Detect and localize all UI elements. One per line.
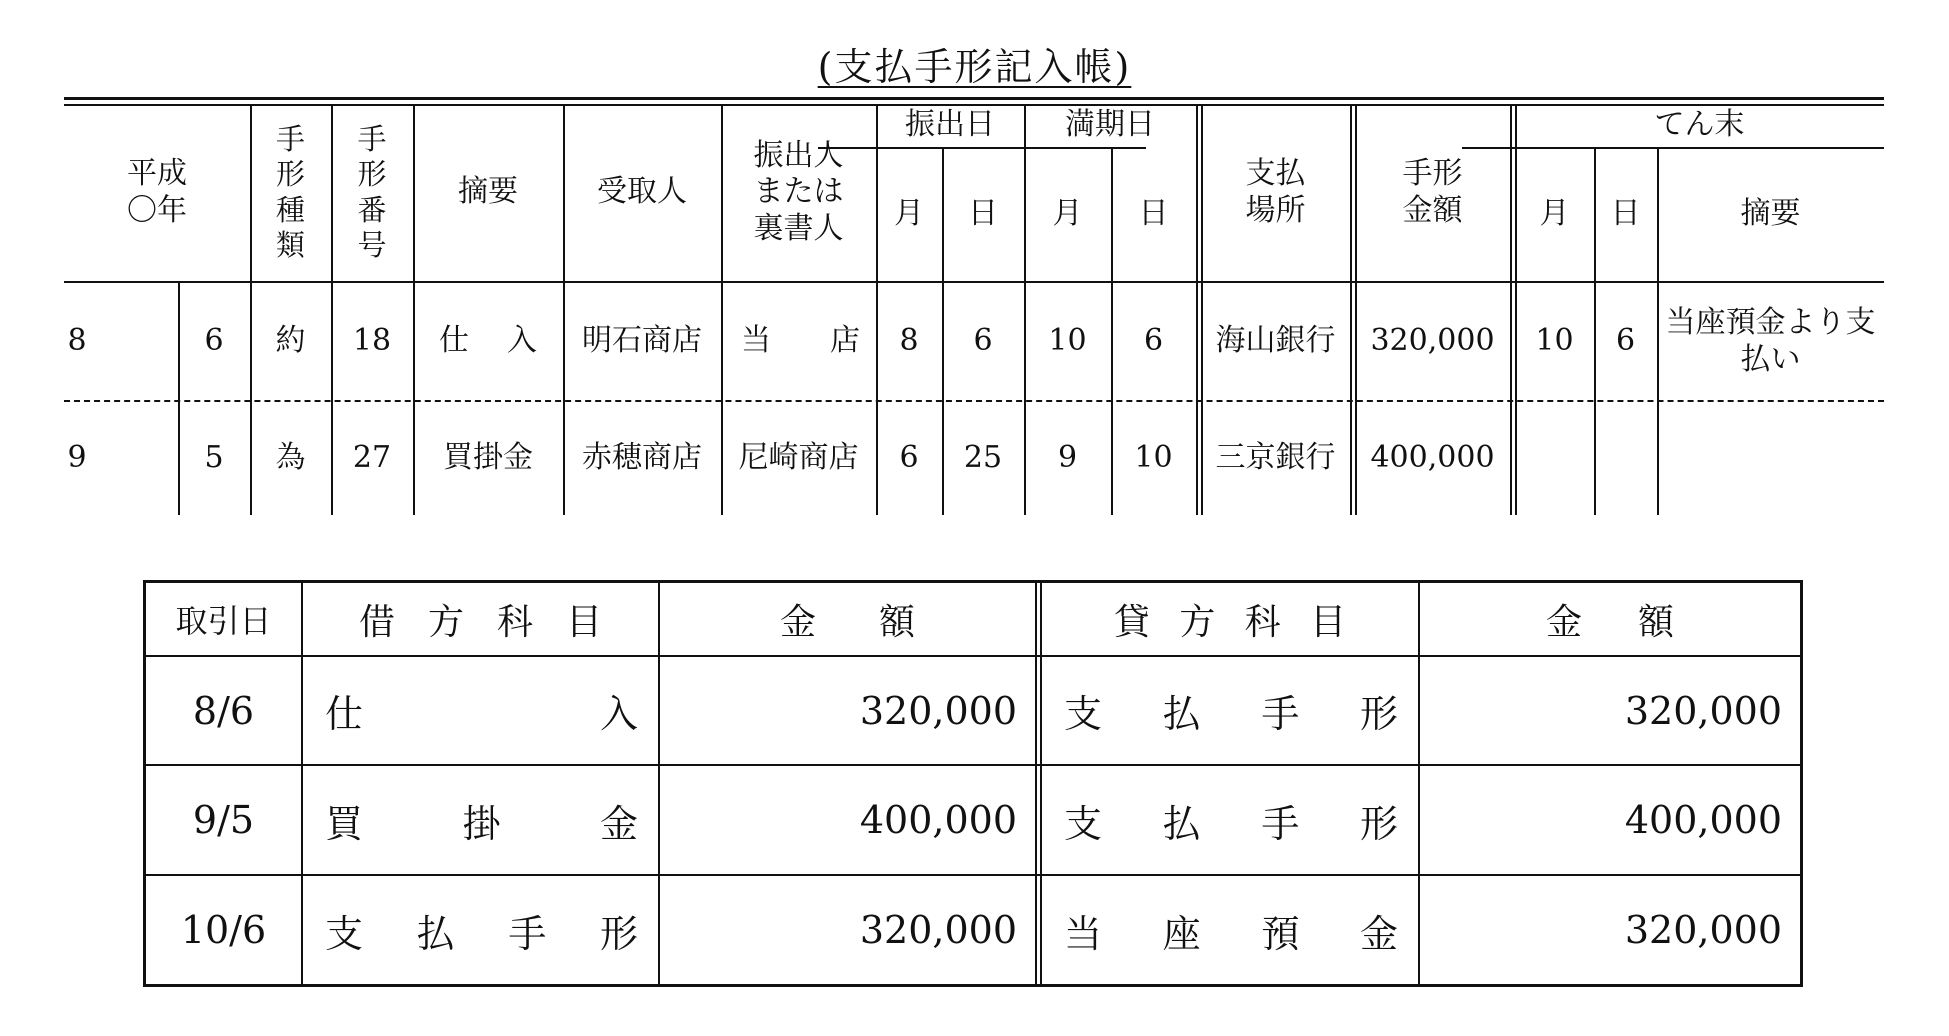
header-due-month: 月 [1052, 195, 1083, 231]
journal-header-date: 取引日 [175, 602, 272, 640]
row1-place: 海山銀行 [1215, 323, 1336, 359]
journal-header-debit: 借 方 科 目 [359, 601, 602, 643]
journal-row3-debit-amount: 320,000 [859, 908, 1017, 952]
row1-kind: 約 [275, 323, 306, 359]
journal-row1-credit-amount: 320,000 [1624, 688, 1782, 733]
row2-disp-summary [1657, 402, 1884, 515]
header-disp-month: 月 [1539, 195, 1570, 231]
row2-payee: 赤穂商店 [582, 440, 702, 476]
header-disposition: てん末 [1654, 107, 1745, 143]
journal-row2-debit-amount: 400,000 [859, 798, 1017, 842]
journal-row3-date: 10/6 [180, 908, 267, 952]
row2-due-month: 9 [1057, 440, 1078, 476]
header-note-number: 手 形 番 号 [357, 121, 387, 262]
row2-disp-month [1515, 402, 1594, 515]
journal-row3-credit-amount: 320,000 [1624, 908, 1782, 952]
row2-issue-day: 25 [963, 440, 1003, 476]
header-payment-place: 支払 場所 [1245, 155, 1306, 228]
header-note-kind: 手 形 種 類 [275, 121, 305, 262]
header-date: 平成 〇年 [127, 155, 187, 228]
row1-payee: 明石商店 [582, 323, 702, 359]
header-summary: 摘要 [458, 174, 518, 210]
row2-summary: 買掛金 [443, 440, 533, 476]
journal-row1-debit-amount: 320,000 [859, 688, 1017, 733]
header-issue-date: 振出日 [905, 107, 995, 143]
header-disp-summary: 摘要 [1740, 195, 1801, 231]
row1-amount: 320,000 [1370, 323, 1495, 359]
row1-disp-summary: 当座預金より支 払い [1665, 304, 1876, 377]
journal-row2-credit-amount: 400,000 [1624, 798, 1782, 842]
row1-due-day: 6 [1143, 323, 1164, 359]
header-drawer: 振出人 または 裏書人 [753, 137, 844, 246]
notes-payable-ledger [64, 97, 1884, 515]
row2-place: 三京銀行 [1215, 440, 1336, 476]
row2-issue-month: 6 [899, 440, 919, 476]
header-due-day: 日 [1138, 195, 1169, 231]
header-issue-month: 月 [894, 195, 924, 231]
row1-issue-day: 6 [973, 323, 993, 359]
header-disp-day: 日 [1610, 195, 1641, 231]
row2-kind: 為 [275, 440, 306, 476]
journal-row2-date: 9/5 [192, 798, 255, 842]
journal-row2-debit: 買 掛 金 [325, 801, 638, 846]
journal-header-debit-amount: 金 額 [780, 601, 915, 643]
journal-vline-double [1035, 583, 1042, 984]
row1-number: 18 [352, 323, 392, 359]
row2-due-day: 10 [1134, 440, 1173, 476]
row1-drawer: 当 店 [741, 323, 860, 359]
row1-disp-month: 10 [1535, 323, 1574, 359]
journal-row2-credit: 支 払 手 形 [1064, 801, 1398, 846]
ledger-top-rule [64, 97, 1884, 100]
row1-due-month: 10 [1048, 323, 1087, 359]
journal-header-credit: 貸 方 科 目 [1114, 601, 1346, 643]
header-due-date: 満期日 [1065, 107, 1155, 143]
journal-entries-table [143, 580, 1803, 987]
journal-row1-credit: 支 払 手 形 [1064, 692, 1398, 736]
row1-day: 6 [204, 323, 224, 359]
row2-day: 5 [204, 440, 224, 476]
header-note-amount: 手形 金額 [1402, 155, 1463, 228]
journal-header-credit-amount: 金 額 [1546, 601, 1674, 643]
journal-row1-date: 8/6 [192, 688, 255, 733]
row1-issue-month: 8 [899, 323, 919, 359]
row1-disp-day: 6 [1615, 323, 1636, 359]
header-payee: 受取人 [597, 174, 687, 210]
row1-month: 8 [67, 323, 87, 359]
row2-month: 9 [67, 440, 87, 476]
journal-row3-debit: 支 払 手 形 [325, 911, 638, 956]
row2-drawer: 尼崎商店 [738, 440, 859, 476]
row2-number: 27 [352, 440, 392, 476]
row1-summary: 仕 入 [439, 323, 537, 359]
row2-disp-day [1594, 402, 1657, 515]
row2-amount: 400,000 [1370, 440, 1495, 476]
journal-row1-debit: 仕 入 [325, 692, 638, 736]
page-title: (支払手形記入帳) [817, 45, 1132, 89]
header-issue-day: 日 [968, 195, 998, 231]
journal-row3-credit: 当 座 預 金 [1064, 911, 1398, 956]
